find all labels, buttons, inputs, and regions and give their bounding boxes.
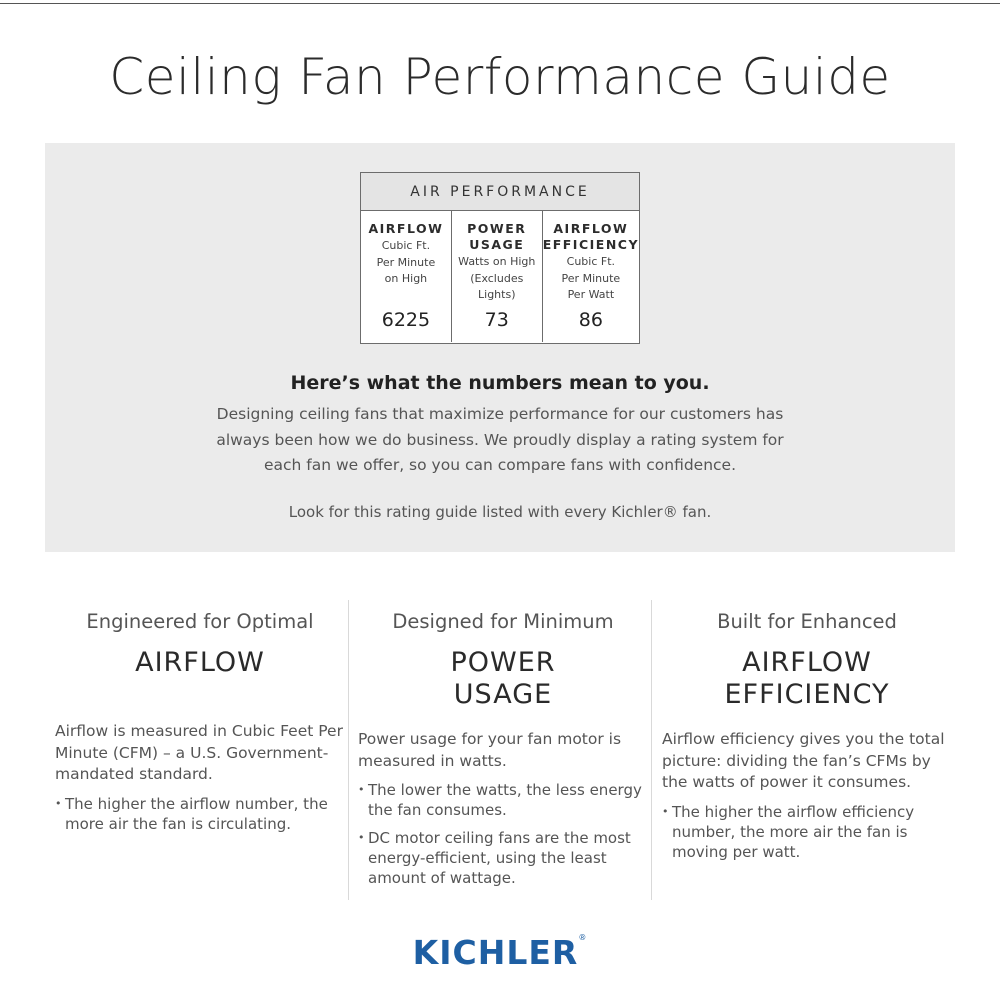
feature-description: Airflow efficiency gives you the total picture: dividing the fan’s CFMs by the watts of power it consumes. (662, 730, 945, 791)
rating-value-power-usage: 73 (484, 309, 509, 331)
rating-col-subtitle: Cubic Ft. Per Minute on High (376, 239, 436, 285)
rating-col-title: AIRFLOW (368, 221, 444, 236)
list-item: • The higher the airflow number, the more air the fan is circulating. (55, 794, 345, 834)
feature-description: Airflow is measured in Cubic Feet Per Minute (CFM) – a U.S. Government-mandated standard. (55, 722, 343, 783)
feature-kicker: Engineered for Optimal (86, 610, 314, 633)
feature-title: AIRFLOW EFFICIENCY (724, 647, 890, 710)
rating-col-title: POWER USAGE (467, 221, 527, 252)
feature-bullets (662, 802, 952, 862)
registered-mark: ® (578, 933, 588, 942)
rating-box-header: AIR PERFORMANCE (361, 173, 639, 211)
list-item: • The lower the watts, the less energy the fan consumes. (358, 780, 648, 820)
feature-power-usage (358, 610, 648, 888)
feature-description: Power usage for your fan motor is measured in watts. (358, 730, 622, 770)
rating-value-airflow: 6225 (381, 309, 431, 331)
rating-col-airflow (361, 211, 451, 342)
feature-kicker: Built for Enhanced (717, 610, 897, 633)
kichler-logo (0, 933, 1000, 972)
feature-airflow (55, 610, 345, 834)
intro-paragraph: Designing ceiling fans that maximize performance for our customers has always been how we do business. We proudly display a rating system for each fan we offer, so you can compare fans with confidence. (216, 405, 784, 474)
rating-guide-note: Look for this rating guide listed with every Kichler® fan. (288, 503, 712, 521)
top-rule (0, 3, 1000, 4)
feature-airflow-efficiency (662, 610, 952, 862)
numbers-heading: Here’s what the numbers mean to you. (290, 372, 710, 394)
page-title: Ceiling Fan Performance Guide (109, 48, 891, 106)
rating-col-subtitle: Watts on High (Excludes Lights) (458, 255, 536, 301)
feature-kicker: Designed for Minimum (392, 610, 614, 633)
feature-bullets (358, 780, 648, 888)
brand-name: KICHLER (412, 933, 579, 972)
feature-title: AIRFLOW (135, 647, 265, 678)
list-item: • DC motor ceiling fans are the most energy-efficient, using the least amount of wattage. (358, 828, 648, 888)
feature-bullets (55, 794, 345, 834)
column-divider (651, 600, 652, 900)
rating-col-subtitle: Cubic Ft. Per Minute Per Watt (561, 255, 621, 301)
rating-value-airflow-efficiency: 86 (578, 309, 603, 331)
rating-col-airflow-efficiency (542, 211, 639, 342)
air-performance-rating-box (360, 172, 640, 344)
column-divider (348, 600, 349, 900)
list-item: • The higher the airflow efficiency number, the more air the fan is moving per watt. (662, 802, 952, 862)
rating-col-power-usage (451, 211, 542, 342)
feature-title: POWER USAGE (450, 647, 556, 710)
rating-col-title: AIRFLOW EFFICIENCY (542, 221, 640, 252)
